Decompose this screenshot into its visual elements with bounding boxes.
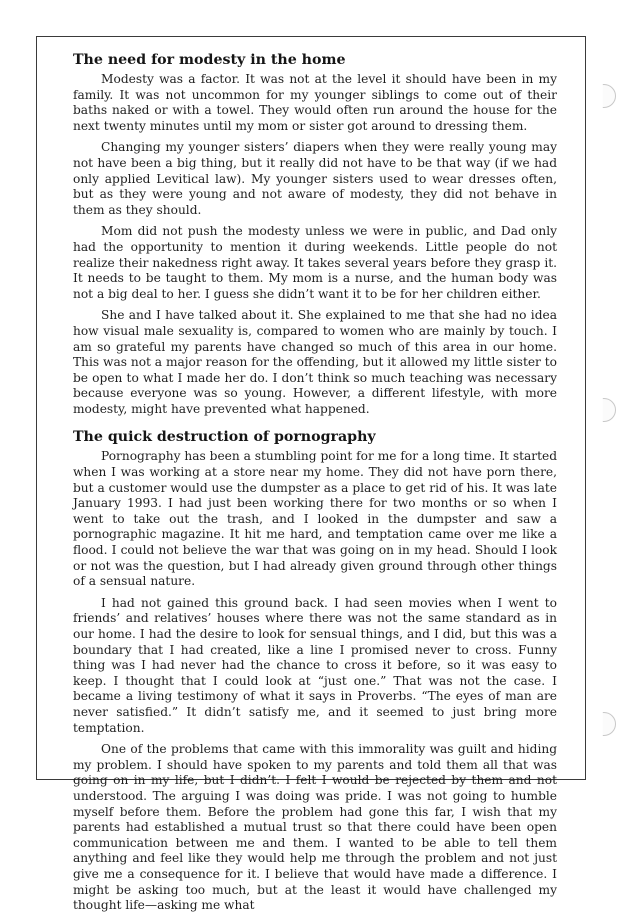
document-body — [73, 51, 557, 920]
binder-hole-middle — [592, 398, 616, 422]
paragraph: Modesty was a factor. It was not at the level it should have been in my family. It was not uncommon for my younger siblings to come out of their baths naked or with a towel. They would often run around the house for the next twenty minutes until my mom or sister got around to dressing them. — [73, 72, 557, 133]
section-heading: The need for modesty in the home — [73, 52, 346, 68]
paragraph: She and I have talked about it. She explained to me that she had no idea how visual male sexuality is, compared to women who are mainly by touch. I am so grateful my parents have changed so much of this area in our home. This was not a major reason for the offending, but it allowed my little sister to be open to what I made her do. I don’t think so much teaching was necessary because everyone was so young. However, a different lifestyle, with more modesty, might have prevented what happened. — [73, 308, 557, 416]
section-heading: The quick destruction of pornography — [73, 429, 376, 446]
paragraph: Changing my younger sisters’ diapers when they were really young may not have been a big thing, but it really did not have to be that way (if we had only applied Levitical law). My younger sisters used to wear dresses often, but as they were young and not aware of modesty, they did not behave in them as they should. — [73, 140, 557, 217]
paragraph: I had not gained this ground back. I had seen movies when I went to friends’ and relatives’ houses where there was not the same standard as in our home. I had the desire to look for sensual things, and I did, but this was a boundary that I had created, like a line I promised never to cross. Funny thing was I had never had the chance to cross it before, so it was easy to keep. I thought that I could look at “just one.” That was not the case. I became a living testimony of what it says in Proverbs. “The eyes of man are never satisfied.” It didn’t satisfy me, and it seemed to just bring more temptation. — [73, 595, 557, 735]
section-pornography — [73, 428, 557, 913]
paragraph: Pornography has been a stumbling point for me for a long time. It started when I was working at a store near my home. They did not have porn there, but a customer would use the dumpster as a place to get rid of his. It was late January 1993. I had just been working there for two months or so when I went to take out the trash, and I looked in the dumpster and saw a pornographic magazine. It hit me hard, and temptation came over me like a flood. I could not believe the war that was going on in my head. Should I look or not was the question, but I had already given ground through other things of a sensual nature. — [73, 449, 557, 589]
paragraph: Mom did not push the modesty unless we were in public, and Dad only had the opportunity to mention it during weekends. Little people do not realize their nakedness right away. It takes several years before they grasp it. It needs to be taught to them. My mom is a nurse, and the human body was not a big deal to her. I guess she didn’t want it to be for her children either. — [73, 224, 557, 301]
paragraph: One of the problems that came with this immorality was guilt and hiding my problem. I should have spoken to my parents and told them all that was going on in my life, but I didn’t. I felt I would be rejected by them and not understood. The arguing I was doing was pride. I was not going to humble myself before them. Before the problem had gone this far, I wish that my parents had established a mutual trust so that there could have been open communication between me and them. I wanted to be able to tell them anything and feel like they would help me through the problem and not just give me a consequence for it. I believe that would have made a difference. I might be asking too much, but at the least it would have challenged my thought life—asking me what — [73, 742, 557, 913]
binder-hole-bottom — [592, 712, 616, 736]
binder-hole-top — [592, 84, 616, 108]
section-modesty — [73, 51, 557, 417]
